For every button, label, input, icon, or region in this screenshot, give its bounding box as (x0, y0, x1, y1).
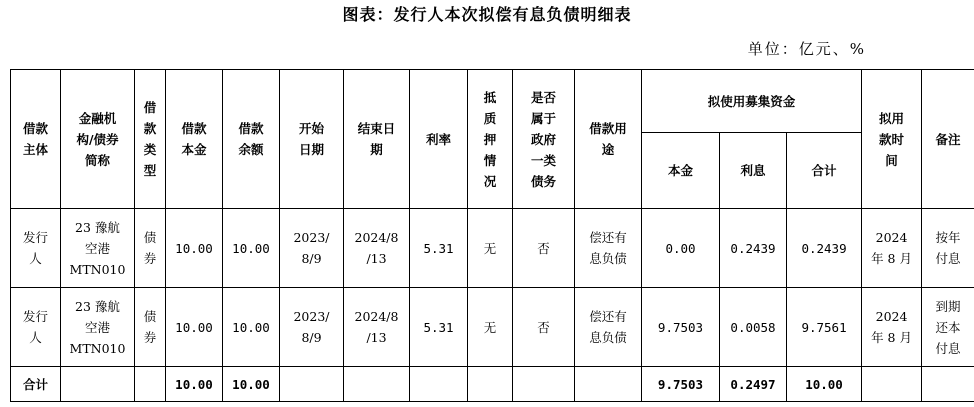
total-principal: 10.00 (166, 367, 223, 402)
total-empty (344, 367, 410, 402)
total-empty (61, 367, 135, 402)
cell-rate: 5.31 (410, 288, 468, 367)
cell-collateral: 无 (468, 209, 513, 288)
cell-planned-time: 2024 年 8 月 (862, 209, 922, 288)
header-planned-time: 拟用 款时 间 (862, 70, 922, 209)
header-balance: 借款 余额 (223, 70, 280, 209)
cell-rate: 5.31 (410, 209, 468, 288)
cell-principal: 10.00 (166, 288, 223, 367)
cell-borrower: 发行 人 (11, 288, 61, 367)
cell-planned-total: 9.7561 (787, 288, 862, 367)
cell-borrower: 发行 人 (11, 209, 61, 288)
cell-planned-principal: 0.00 (642, 209, 720, 288)
cell-remarks: 到期 还本 付息 (922, 288, 974, 367)
header-collateral: 抵 质 押 情 况 (468, 70, 513, 209)
cell-planned-interest: 0.2439 (720, 209, 787, 288)
total-planned-total: 10.00 (787, 367, 862, 402)
cell-planned-time: 2024 年 8 月 (862, 288, 922, 367)
total-empty (575, 367, 642, 402)
header-institution: 金融机 构/债券 简称 (61, 70, 135, 209)
header-planned-interest: 利息 (720, 133, 787, 209)
cell-institution: 23 豫航 空港 MTN010 (61, 209, 135, 288)
cell-loan-type: 债 券 (135, 288, 166, 367)
table-title: 图表：发行人本次拟偿有息负债明细表 (342, 5, 632, 24)
debt-detail-table (10, 69, 974, 402)
cell-planned-interest: 0.0058 (720, 288, 787, 367)
cell-institution: 23 豫航 空港 MTN010 (61, 288, 135, 367)
total-empty (410, 367, 468, 402)
header-planned-funds: 拟使用募集资金 (642, 70, 862, 133)
header-purpose: 借款用 途 (575, 70, 642, 209)
cell-planned-total: 0.2439 (787, 209, 862, 288)
cell-planned-principal: 9.7503 (642, 288, 720, 367)
header-borrower: 借款 主体 (11, 70, 61, 209)
total-empty (513, 367, 575, 402)
header-remarks: 备注 (922, 70, 974, 209)
total-empty (862, 367, 922, 402)
header-rate: 利率 (410, 70, 468, 209)
cell-govt-debt: 否 (513, 288, 575, 367)
header-end-date: 结束日 期 (344, 70, 410, 209)
total-planned-principal: 9.7503 (642, 367, 720, 402)
cell-start-date: 2023/ 8/9 (280, 288, 344, 367)
total-empty (280, 367, 344, 402)
cell-balance: 10.00 (223, 209, 280, 288)
total-balance: 10.00 (223, 367, 280, 402)
cell-govt-debt: 否 (513, 209, 575, 288)
total-label: 合计 (11, 367, 61, 402)
total-empty (468, 367, 513, 402)
cell-loan-type: 债 券 (135, 209, 166, 288)
total-empty (135, 367, 166, 402)
cell-balance: 10.00 (223, 288, 280, 367)
cell-purpose: 偿还有 息负债 (575, 209, 642, 288)
cell-collateral: 无 (468, 288, 513, 367)
table-row (11, 209, 974, 288)
cell-remarks: 按年 付息 (922, 209, 974, 288)
cell-principal: 10.00 (166, 209, 223, 288)
cell-end-date: 2024/8 /13 (344, 209, 410, 288)
table-row (11, 288, 974, 367)
header-principal: 借款 本金 (166, 70, 223, 209)
unit-label: 单位：亿元、% (747, 40, 866, 58)
total-planned-interest: 0.2497 (720, 367, 787, 402)
header-planned-total: 合计 (787, 133, 862, 209)
cell-end-date: 2024/8 /13 (344, 288, 410, 367)
header-govt-debt: 是否 属于 政府 一类 债务 (513, 70, 575, 209)
total-row (11, 367, 974, 402)
header-start-date: 开始 日期 (280, 70, 344, 209)
header-loan-type: 借 款 类 型 (135, 70, 166, 209)
cell-start-date: 2023/ 8/9 (280, 209, 344, 288)
header-row (11, 70, 974, 133)
cell-purpose: 偿还有 息负债 (575, 288, 642, 367)
header-planned-principal: 本金 (642, 133, 720, 209)
total-empty (922, 367, 974, 402)
